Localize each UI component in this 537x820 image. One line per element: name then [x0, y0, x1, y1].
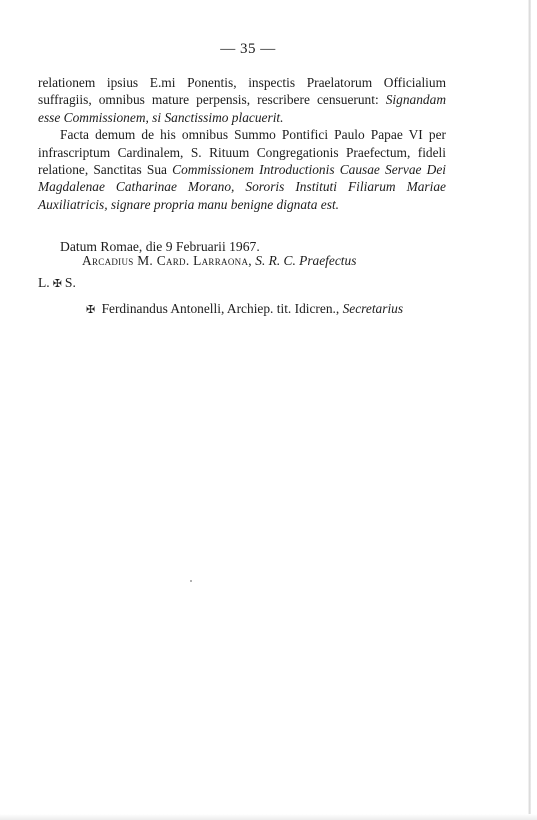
paragraph-2	[38, 126, 446, 213]
date-line: Datum Romae, die 9 Februarii 1967.	[60, 239, 260, 254]
signature-line	[82, 252, 356, 269]
page-number: — 35 —	[220, 41, 276, 57]
secretary-title: Secretarius	[342, 301, 404, 316]
page-bottom-edge	[0, 814, 537, 820]
cross-icon: ✠	[86, 303, 96, 316]
secretary-name: Ferdinandus Antonelli, Archiep. tit. Idicren.,	[101, 301, 340, 316]
paragraph-1	[38, 74, 446, 126]
cross-icon: ✠	[52, 277, 62, 290]
signatory-name: Arcadius M. Card. Larraona,	[82, 253, 252, 268]
paper-speck	[190, 580, 192, 582]
body-text	[38, 74, 446, 213]
paragraph-1-text: relationem ipsius E.mi Ponentis, inspectis Praelatorum Officialium suffragiis, omnibus mature perpensis, rescribere censuerunt:	[38, 75, 446, 108]
page-edge-shadow	[528, 0, 531, 820]
signatory-title: S. R. C. Praefectus	[255, 253, 357, 268]
seal-left-letter: L.	[38, 275, 50, 290]
paragraph-1-italic: Signandam esse Commissionem, si Sanctissimo placuerit.	[38, 92, 446, 125]
paragraph-2-text: Facta demum de his omnibus Summo Pontifici Paulo Papae VI per infrascriptum Cardinalem, S. Rituum Congregationis Praefectum, fideli relatione, Sanctitas Sua	[38, 127, 446, 178]
secretary-signature	[83, 301, 403, 317]
seal-right-letter: S.	[64, 275, 76, 290]
paragraph-2-italic: Commissionem Introductionis Causae Servae Dei Magdalenae Catharinae Morano, Sororis Instituti Filiarum Mariae Auxiliatricis, signare propria manu benigne dignata est.	[38, 162, 446, 212]
seal-mark	[38, 275, 76, 291]
